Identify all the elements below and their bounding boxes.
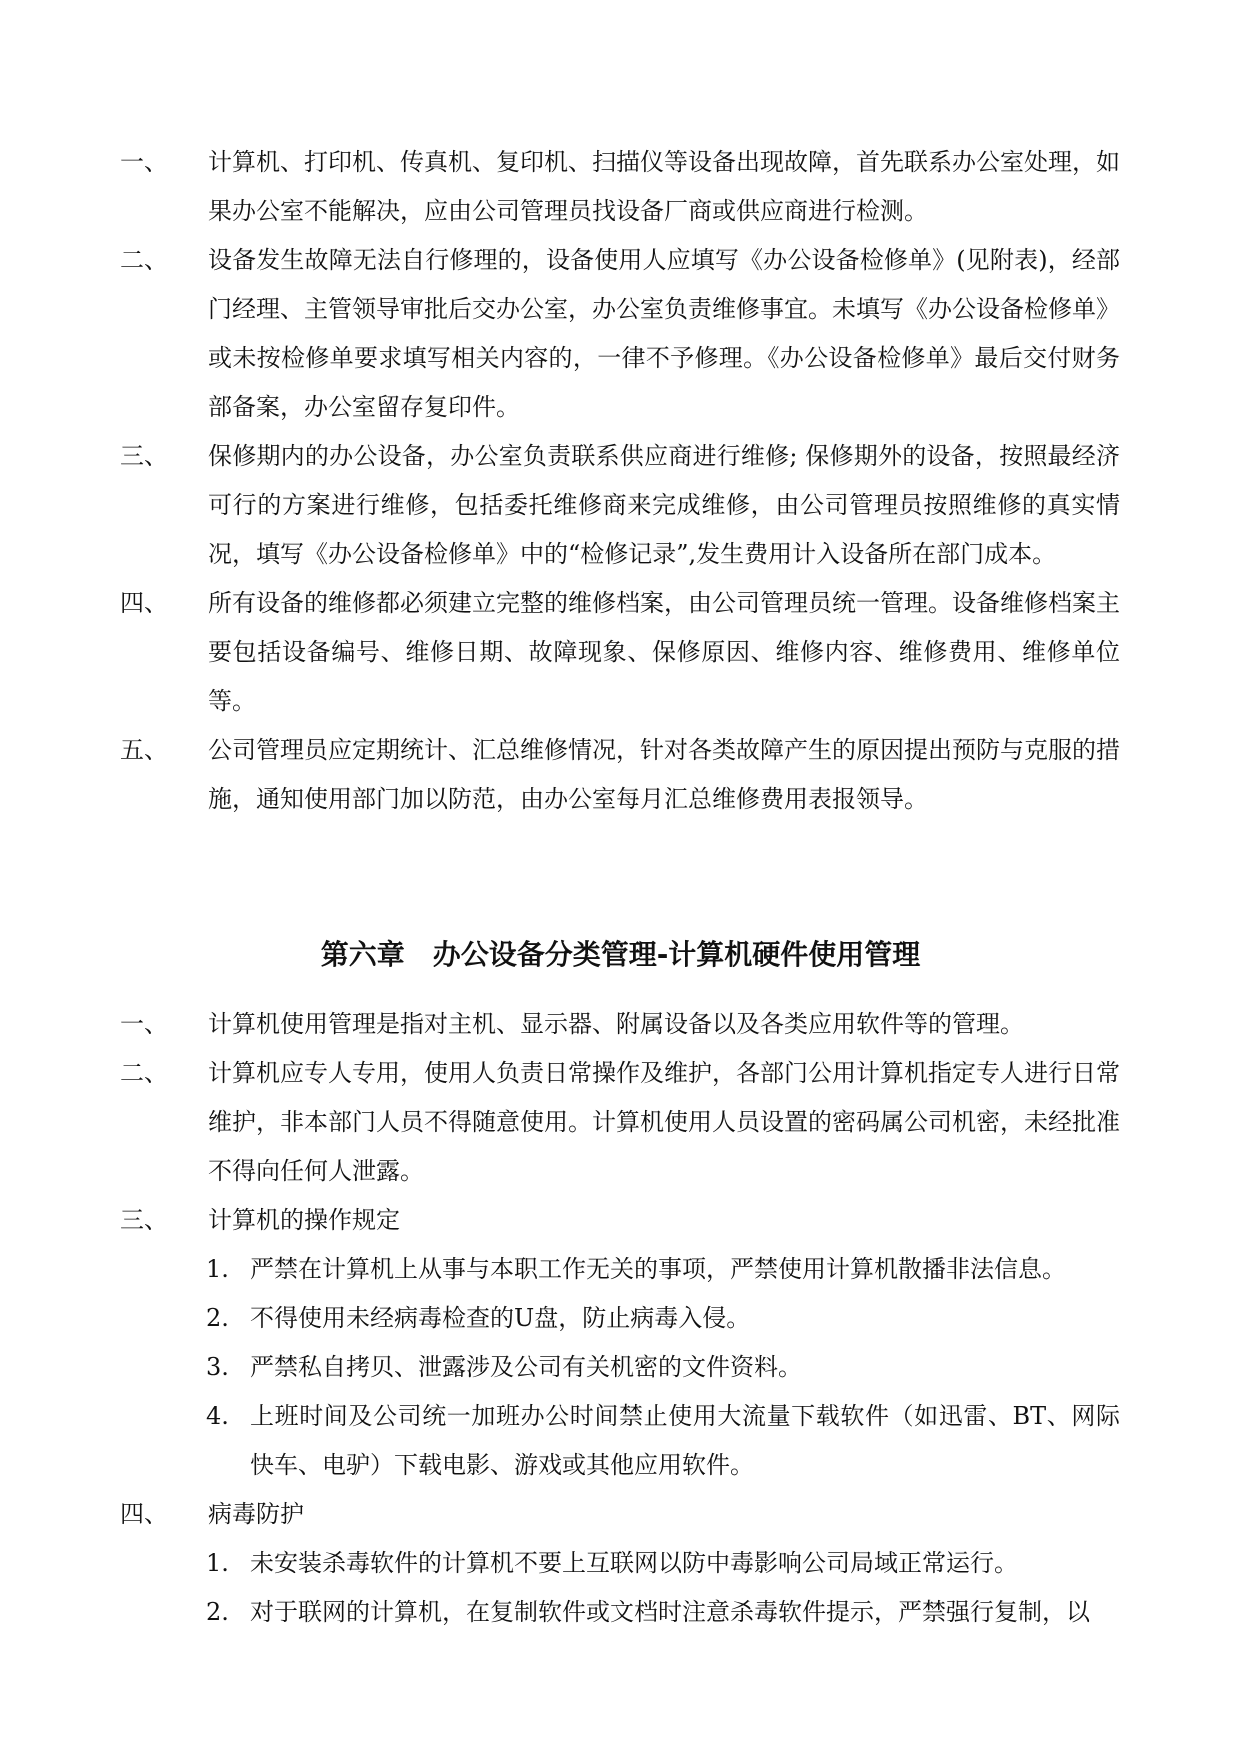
item-text: 计算机使用管理是指对主机、显示器、附属设备以及各类应用软件等的管理。 <box>208 1010 1024 1038</box>
item-number: 四、 <box>120 589 168 617</box>
rule-text: 不得使用未经病毒检查的U盘，防止病毒入侵。 <box>250 1304 751 1332</box>
rule-text: 上班时间及公司统一加班办公时间禁止使用大流量下载软件（如迅雷、BT、网际快车、电驴）下载电影、游戏或其他应用软件。 <box>250 1402 1120 1479</box>
item-number: 三、 <box>120 1206 168 1234</box>
rule-text: 严禁在计算机上从事与本职工作无关的事项，严禁使用计算机散播非法信息。 <box>250 1255 1066 1283</box>
item-text: 所有设备的维修都必须建立完整的维修档案，由公司管理员统一管理。设备维修档案主要包括设备编号、维修日期、故障现象、保修原因、维修内容、维修费用、维修单位等。 <box>208 589 1120 715</box>
rule-number: 1. <box>206 1549 229 1577</box>
rule-number: 2. <box>206 1304 229 1332</box>
item-number: 三、 <box>120 442 168 470</box>
item-number: 四、 <box>120 1500 168 1528</box>
item-text: 公司管理员应定期统计、汇总维修情况，针对各类故障产生的原因提出预防与克服的措施，通知使用部门加以防范，由办公室每月汇总维修费用表报领导。 <box>208 736 1120 813</box>
rule-number: 2. <box>206 1598 229 1626</box>
item-number: 一、 <box>120 1010 168 1038</box>
item-text: 设备发生故障无法自行修理的，设备使用人应填写《办公设备检修单》(见附表)，经部门经理、主管领导审批后交办公室，办公室负责维修事宜。未填写《办公设备检修单》或未按检修单要求填写相关内容的，一律不予修理。《办公设备检修单》最后交付财务部备案，办公室留存复印件。 <box>208 246 1120 421</box>
item-text: 计算机、打印机、传真机、复印机、扫描仪等设备出现故障，首先联系办公室处理，如果办公室不能解决，应由公司管理员找设备厂商或供应商进行检测。 <box>208 148 1120 225</box>
item-text: 计算机应专人专用，使用人负责日常操作及维护，各部门公用计算机指定专人进行日常维护，非本部门人员不得随意使用。计算机使用人员设置的密码属公司机密，未经批准不得向任何人泄露。 <box>208 1059 1120 1185</box>
item-text: 病毒防护 <box>208 1500 304 1528</box>
rule-text: 严禁私自拷贝、泄露涉及公司有关机密的文件资料。 <box>250 1353 802 1381</box>
chapter-title: 第六章 办公设备分类管理-计算机硬件使用管理 <box>320 938 921 971</box>
rule-text: 对于联网的计算机，在复制软件或文档时注意杀毒软件提示，严禁强行复制，以 <box>250 1598 1090 1626</box>
rule-number: 3. <box>206 1353 229 1381</box>
item-number: 二、 <box>120 246 168 274</box>
rule-text: 未安装杀毒软件的计算机不要上互联网以防中毒影响公司局域正常运行。 <box>250 1549 1018 1577</box>
item-number: 五、 <box>120 736 168 764</box>
rule-number: 1. <box>206 1255 229 1283</box>
item-number: 二、 <box>120 1059 168 1087</box>
item-text: 保修期内的办公设备，办公室负责联系供应商进行维修; 保修期外的设备，按照最经济可行的方案进行维修，包括委托维修商来完成维修，由公司管理员按照维修的真实情况，填写《办公设备检修单》中的“检修记录”,发生费用计入设备所在部门成本。 <box>208 442 1120 568</box>
item-text: 计算机的操作规定 <box>208 1206 400 1234</box>
item-number: 一、 <box>120 148 168 176</box>
rule-number: 4. <box>206 1402 229 1430</box>
